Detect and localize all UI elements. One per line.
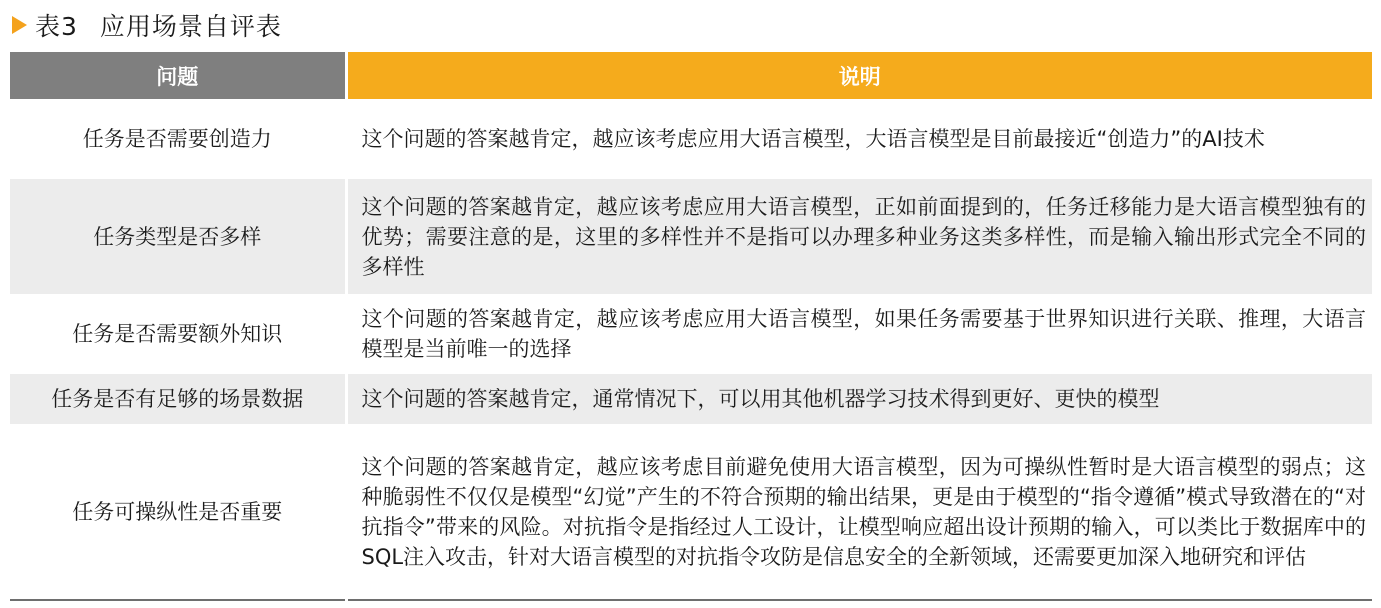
table-row (10, 179, 1372, 294)
table-row (10, 374, 1372, 424)
table-caption (12, 8, 282, 42)
question-cell: 任务是否有足够的场景数据 (10, 374, 346, 424)
table-header-row (10, 52, 1372, 99)
table-row (10, 294, 1372, 374)
table-number: 表3 (35, 12, 78, 41)
description-cell: 这个问题的答案越肯定，通常情况下，可以用其他机器学习技术得到更好、更快的模型 (346, 374, 1372, 424)
question-cell: 任务类型是否多样 (10, 179, 346, 294)
question-cell: 任务可操纵性是否重要 (10, 424, 346, 600)
triangle-marker-icon (12, 16, 27, 34)
header-question: 问题 (10, 52, 346, 99)
table-row (10, 424, 1372, 600)
question-cell: 任务是否需要额外知识 (10, 294, 346, 374)
description-cell: 这个问题的答案越肯定，越应该考虑目前避免使用大语言模型，因为可操纵性暂时是大语言模型的弱点；这种脆弱性不仅仅是模型“幻觉”产生的不符合预期的输出结果，更是由于模型的“指令遵循”模式导致潜在的“对抗指令”带来的风险。对抗指令是指经过人工设计，让模型响应超出设计预期的输入，可以类比于数据库中的SQL注入攻击，针对大语言模型的对抗指令攻防是信息安全的全新领域，还需要更加深入地研究和评估 (346, 424, 1372, 600)
table-row (10, 99, 1372, 179)
description-cell: 这个问题的答案越肯定，越应该考虑应用大语言模型，如果任务需要基于世界知识进行关联、推理，大语言模型是当前唯一的选择 (346, 294, 1372, 374)
self-evaluation-table (10, 52, 1372, 601)
description-cell: 这个问题的答案越肯定，越应该考虑应用大语言模型，正如前面提到的，任务迁移能力是大语言模型独有的优势；需要注意的是，这里的多样性并不是指可以办理多种业务这类多样性，而是输入输出形式完全不同的多样性 (346, 179, 1372, 294)
description-cell: 这个问题的答案越肯定，越应该考虑应用大语言模型，大语言模型是目前最接近“创造力”的AI技术 (346, 99, 1372, 179)
header-description: 说明 (346, 52, 1372, 99)
table-title: 应用场景自评表 (99, 12, 282, 41)
question-cell: 任务是否需要创造力 (10, 99, 346, 179)
